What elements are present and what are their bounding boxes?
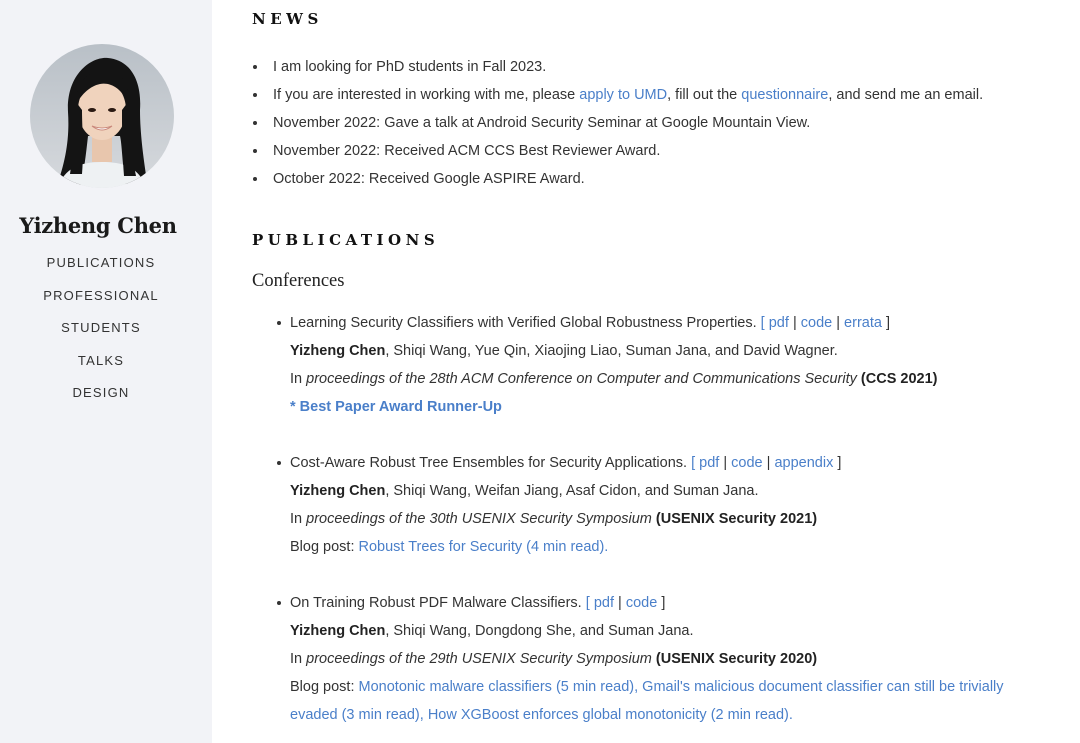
appendix-link[interactable]: appendix (774, 455, 834, 471)
publication-item (276, 313, 1066, 425)
first-author: Yizheng Chen (290, 342, 386, 359)
bracket-open: [ (760, 315, 765, 331)
pdf-link[interactable]: pdf (768, 315, 789, 331)
venue-prefix: In (290, 370, 307, 387)
pub-title-line (276, 313, 1066, 341)
news-text: October 2022: Received Google ASPIRE Award. (273, 170, 585, 187)
pub-title: Cost-Aware Robust Tree Ensembles for Security Applications. (290, 455, 688, 471)
nav-publications[interactable]: PUBLICATIONS (46, 255, 156, 270)
pub-blog (276, 677, 1066, 705)
venue-short: (USENIX Security 2020) (655, 650, 818, 667)
separator: | (723, 455, 728, 471)
news-item (252, 85, 983, 113)
venue-name: proceedings of the 29th USENIX Security Symposium (306, 650, 652, 667)
blog-link[interactable]: Monotonic malware classifiers (5 min read), Gmail's malicious document classifier can still be trivially (358, 678, 1004, 695)
news-item (252, 57, 983, 85)
separator: | (836, 315, 841, 331)
avatar (30, 44, 174, 188)
blog-label: Blog post: (290, 538, 359, 555)
publications-heading: PUBLICATIONS (252, 231, 440, 249)
separator: | (766, 455, 771, 471)
pub-blog (276, 537, 1066, 565)
nav-talks[interactable]: TALKS (77, 352, 125, 368)
news-item (252, 141, 983, 169)
pub-authors (276, 341, 1066, 369)
venue-prefix: In (290, 510, 307, 527)
publication-item (276, 453, 1066, 565)
nav-design[interactable]: DESIGN (72, 385, 130, 400)
separator: | (792, 315, 797, 331)
nav-students[interactable]: STUDENTS (61, 320, 141, 335)
profile-photo-icon (30, 44, 174, 188)
blog-link[interactable]: Robust Trees for Security (4 min read). (358, 538, 609, 555)
news-text: November 2022: Received ACM CCS Best Reviewer Award. (273, 142, 661, 159)
pub-title-line (276, 593, 1066, 621)
venue-name: proceedings of the 30th USENIX Security Symposium (306, 510, 652, 527)
code-link[interactable]: code (625, 595, 658, 611)
coauthors: , Shiqi Wang, Weifan Jiang, Asaf Cidon, and Suman Jana. (385, 482, 759, 499)
pub-blog-cont (276, 705, 1066, 733)
bracket-open: [ (691, 455, 696, 471)
news-heading: NEWS (252, 10, 323, 28)
code-link[interactable]: code (800, 315, 833, 331)
coauthors: , Shiqi Wang, Yue Qin, Xiaojing Liao, Suman Jana, and David Wagner. (385, 342, 838, 359)
pub-title-line (276, 453, 1066, 481)
code-link[interactable]: code (731, 455, 763, 471)
news-text: November 2022: Gave a talk at Android Security Seminar at Google Mountain View. (273, 114, 811, 131)
questionnaire-link[interactable]: questionnaire (741, 86, 829, 103)
apply-umd-link[interactable]: apply to UMD (579, 86, 668, 103)
conferences-heading: Conferences (252, 271, 345, 291)
news-text: I am looking for PhD students in Fall 2023. (273, 59, 547, 75)
publication-item (276, 593, 1066, 732)
award-badge: * Best Paper Award Runner-Up (290, 398, 502, 415)
news-item (252, 113, 983, 141)
separator: | (618, 595, 622, 611)
pub-authors (276, 621, 1066, 649)
venue-short: (USENIX Security 2021) (655, 510, 818, 527)
author-name: Yizheng Chen (19, 213, 177, 238)
pub-title: Learning Security Classifiers with Verified Global Robustness Properties. (290, 315, 757, 331)
bracket-close: ] (661, 595, 666, 611)
pub-venue (276, 369, 1066, 397)
bracket-open: [ (585, 595, 590, 611)
first-author: Yizheng Chen (290, 622, 386, 639)
pdf-link[interactable]: pdf (593, 595, 614, 611)
sidebar (0, 0, 212, 743)
venue-name: proceedings of the 28th ACM Conference on Computer and Communications Security (306, 370, 857, 387)
pub-authors (276, 481, 1066, 509)
venue-short: (CCS 2021) (860, 370, 938, 387)
errata-link[interactable]: errata (844, 315, 882, 331)
nav-professional[interactable]: PROFESSIONAL (43, 287, 159, 303)
news-text: If you are interested in working with me, please (273, 86, 580, 103)
news-item (252, 169, 983, 197)
bracket-close: ] (837, 455, 842, 471)
news-text: , and send me an email. (828, 86, 984, 103)
news-list (252, 57, 983, 196)
news-text: , fill out the (667, 86, 742, 103)
blog-link[interactable]: evaded (3 min read), How XGBoost enforces global monotonicity (2 min read). (290, 706, 793, 723)
blog-label: Blog post: (290, 678, 359, 695)
coauthors: , Shiqi Wang, Dongdong She, and Suman Jana. (385, 622, 694, 639)
sidebar-nav (0, 254, 202, 417)
pdf-link[interactable]: pdf (699, 455, 720, 471)
venue-prefix: In (290, 650, 307, 667)
pub-title: On Training Robust PDF Malware Classifiers. (290, 595, 582, 611)
bracket-close: ] (885, 315, 890, 331)
pub-venue (276, 509, 1066, 537)
first-author: Yizheng Chen (290, 482, 386, 499)
pub-venue (276, 649, 1066, 677)
